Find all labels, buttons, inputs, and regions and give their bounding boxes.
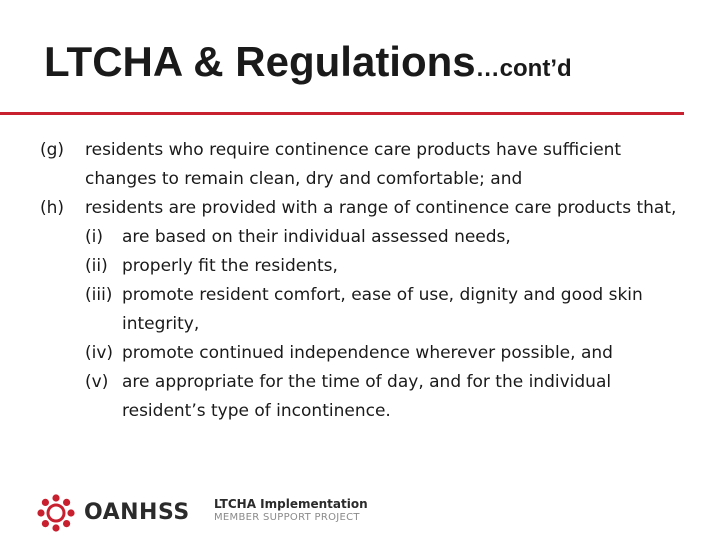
list-label: (h) [40, 198, 65, 218]
sublist-item-iv [40, 339, 680, 368]
sublist-item-i [40, 223, 680, 252]
project-subtitle: MEMBER SUPPORT PROJECT [214, 512, 360, 523]
sublist-label: (ii) [85, 256, 108, 276]
sublist-text: are appropriate for the time of day, and for the individual resident’s type of incontinence. [122, 372, 612, 421]
footer [36, 491, 396, 531]
list-label: (g) [40, 140, 65, 160]
sublist-label: (i) [85, 227, 103, 247]
sublist-text: promote resident comfort, ease of use, dignity and good skin integrity, [122, 285, 643, 334]
title-main: LTCHA & Regulations [44, 38, 476, 85]
sublist-text: properly fit the residents, [122, 256, 338, 276]
logo-text: OANHSS [84, 500, 190, 525]
oanhss-logo-icon [36, 493, 76, 533]
sublist-text: promote continued independence wherever possible, and [122, 343, 613, 363]
sublist-item-ii [40, 252, 680, 281]
project-title: LTCHA Implementation [214, 497, 368, 511]
slide-title [44, 38, 572, 86]
sublist-label: (iv) [85, 343, 114, 363]
list-item-h [40, 194, 680, 223]
list-text: residents are provided with a range of continence care products that, [85, 198, 677, 218]
sublist-text: are based on their individual assessed needs, [122, 227, 511, 247]
slide-body [40, 136, 680, 426]
title-suffix: …cont’d [475, 55, 572, 82]
sublist-item-iii [40, 281, 680, 339]
title-divider [0, 112, 684, 115]
list-text: residents who require continence care products have sufficient changes to remain clean, dry and comfortable; and [85, 140, 622, 189]
sublist-label: (iii) [85, 285, 113, 305]
sublist-label: (v) [85, 372, 109, 392]
list-item-g [40, 136, 680, 194]
sublist-item-v [40, 368, 680, 426]
